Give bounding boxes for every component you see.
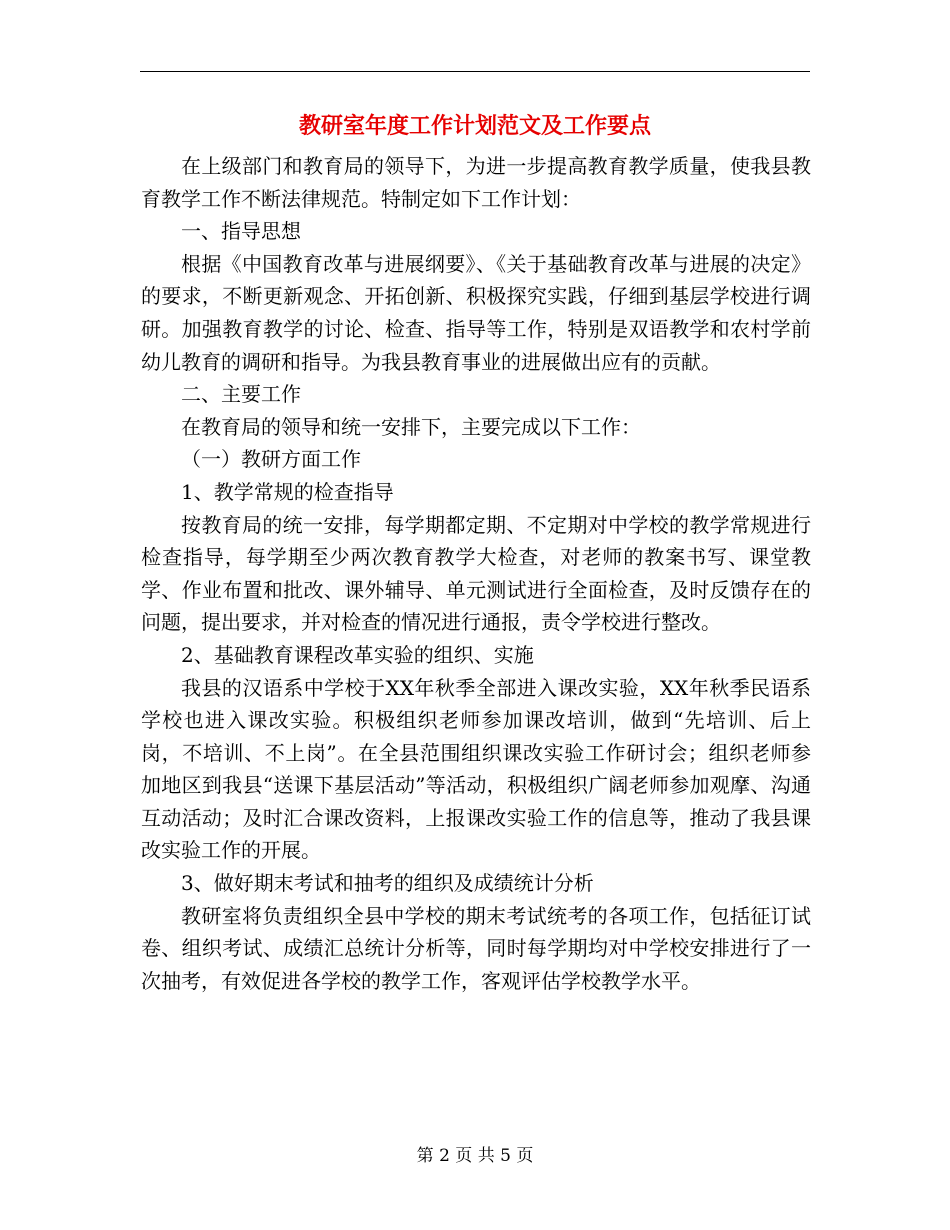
main-work-intro: 在教育局的领导和统一安排下，主要完成以下工作： bbox=[181, 414, 641, 439]
curriculum-reform-paragraph: 我县的汉语系中学校于XX年秋季全部进入课改实验，XX年秋季民语系学校也进入课改实验。积极组织老师参加课改培训，做到“先培训、后上岗，不培训、不上岗”。在全县范围组织课改实验工作研讨会；组织老师参加地区到我县“送课下基层活动”等活动，积极组织广阔老师参加观摩、沟通互动活动；及时汇合课改资料，上报课改实验工作的信息等，推动了我县课改实验工作的开展。 bbox=[141, 675, 811, 863]
document-title: 教研室年度工作计划范文及工作要点 bbox=[298, 113, 651, 139]
item-heading-exams: 3、做好期末考试和抽考的组织及成绩统计分析 bbox=[181, 871, 594, 896]
intro-paragraph: 在上级部门和教育局的领导下，为进一步提高教育教学质量，使我县教育教学工作不断法律规范。特制定如下工作计划： bbox=[141, 154, 811, 211]
page-number: 第 2 页 共 5 页 bbox=[416, 1146, 534, 1166]
subsection-heading-teaching-research: （一）教研方面工作 bbox=[181, 447, 361, 472]
section-heading-guiding-ideology: 一、指导思想 bbox=[181, 219, 301, 244]
header-rule bbox=[140, 71, 810, 72]
document-body bbox=[141, 150, 811, 997]
section-heading-main-work: 二、主要工作 bbox=[181, 382, 301, 407]
item-heading-curriculum-reform: 2、基础教育课程改革实验的组织、实施 bbox=[181, 642, 534, 667]
routine-inspection-paragraph: 按教育局的统一安排，每学期都定期、不定期对中学校的教学常规进行检查指导，每学期至少两次教育教学大检查，对老师的教案书写、课堂教学、作业布置和批改、课外辅导、单元测试进行全面检查，及时反馈存在的问题，提出要求，并对检查的情况进行通报，责令学校进行整改。 bbox=[141, 512, 811, 635]
exams-paragraph: 教研室将负责组织全县中学校的期末考试统考的各项工作，包括征订试卷、组织考试、成绩汇总统计分析等，同时每学期均对中学校安排进行了一次抽考，有效促进各学校的教学工作，客观评估学校教学水平。 bbox=[141, 903, 811, 993]
item-heading-routine-inspection: 1、教学常规的检查指导 bbox=[181, 479, 394, 504]
guiding-ideology-paragraph: 根据《中国教育改革与进展纲要》、《关于基础教育改革与进展的决定》的要求，不断更新观念、开拓创新、积极探究实践，仔细到基层学校进行调研。加强教育教学的讨论、检查、指导等工作，特别是双语教学和农村学前幼儿教育的调研和指导。为我县教育事业的进展做出应有的贡献。 bbox=[141, 251, 811, 374]
